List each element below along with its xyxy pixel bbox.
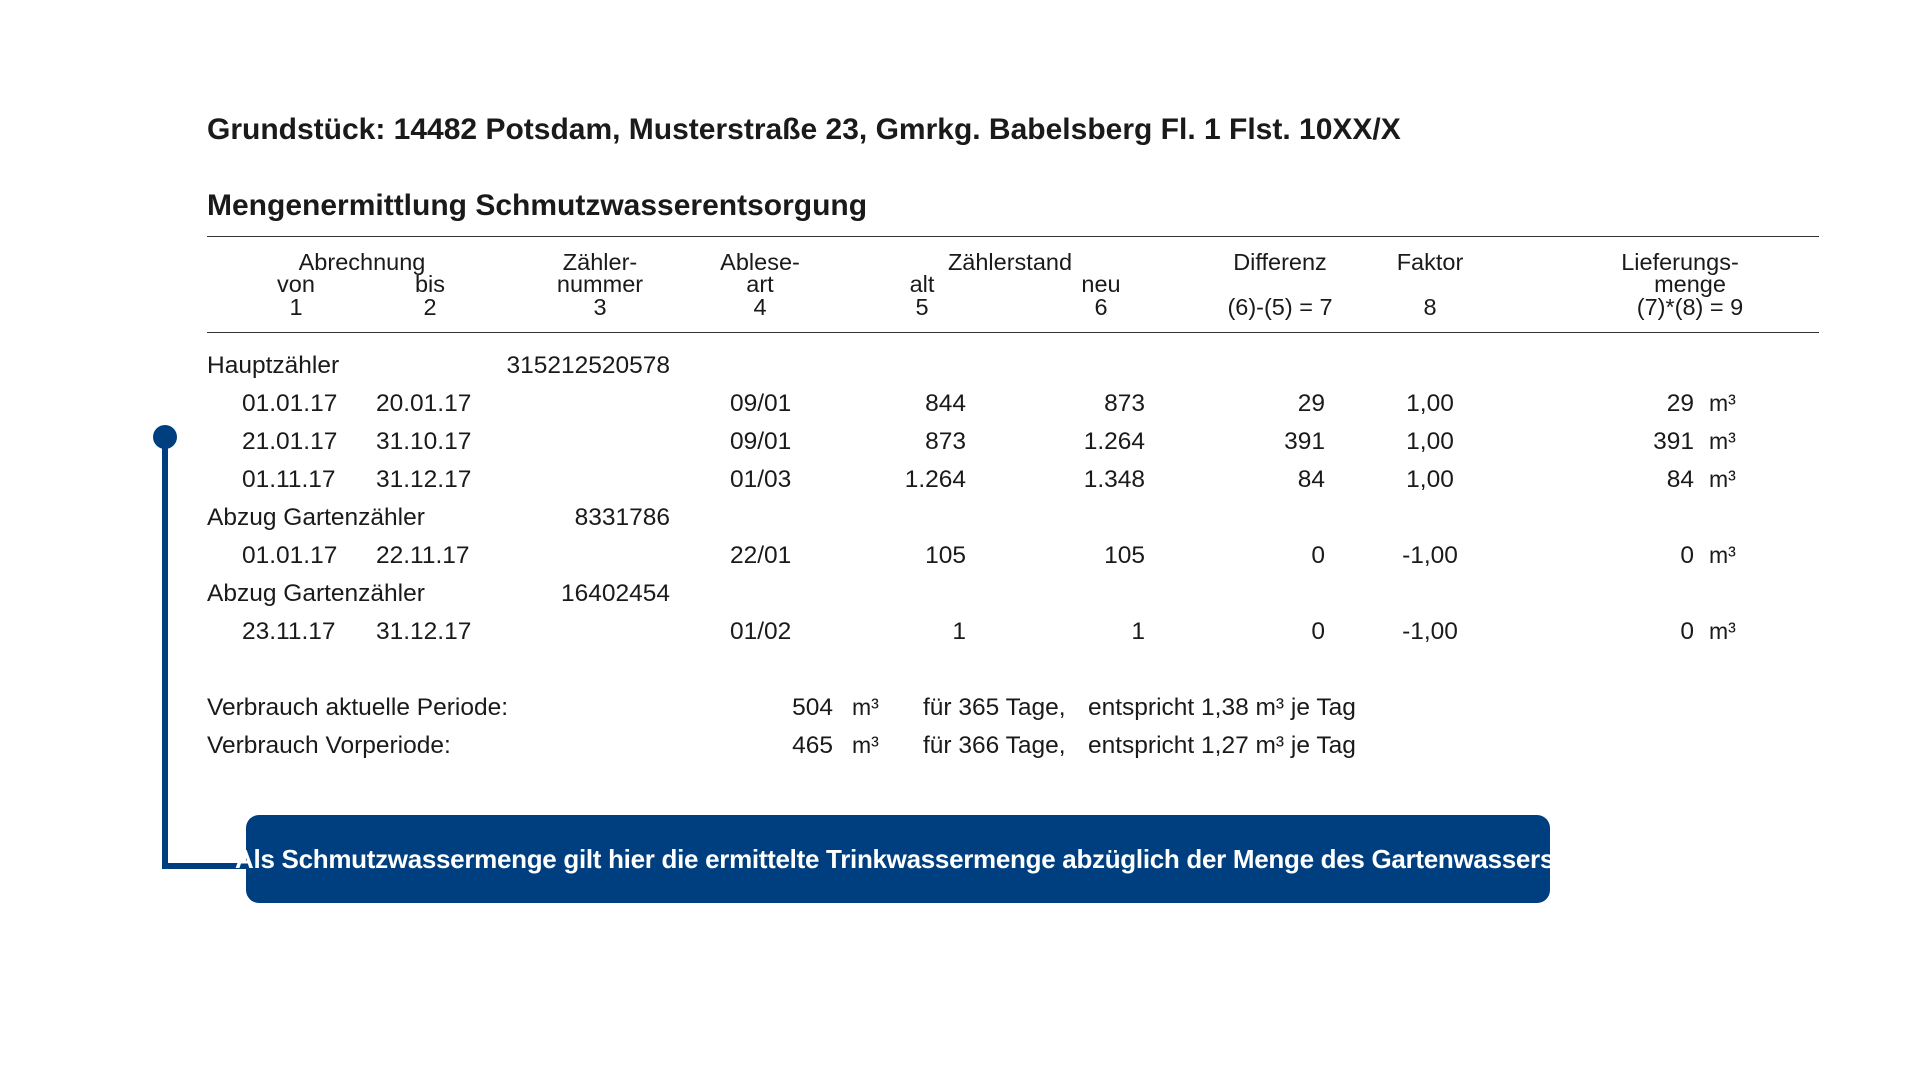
header-liefer-formula: (7)*(8) = 9 [1636, 294, 1744, 320]
cell-unit: m³ [1709, 542, 1736, 568]
cell-menge: 0 [1680, 542, 1694, 569]
summary-label: Verbrauch aktuelle Periode: [207, 694, 508, 721]
meter-number: 16402454 [560, 580, 670, 607]
header-differenz-formula: (6)-(5) = 7 [1227, 294, 1333, 320]
header-top-rule [207, 236, 1819, 237]
header-bottom-rule [207, 332, 1819, 333]
summary-value: 465 [792, 732, 833, 759]
cell-unit: m³ [1709, 390, 1736, 416]
summary-per-day: entspricht 1,38 m³ je Tag [1088, 694, 1356, 721]
cell-diff: 29 [1297, 390, 1325, 417]
meter-number: 315212520578 [506, 352, 670, 379]
cell-faktor: -1,00 [1402, 542, 1458, 569]
header-abrechnung: Abrechnung [298, 249, 426, 275]
cell-diff: 0 [1311, 542, 1325, 569]
cell-menge: 391 [1653, 428, 1694, 455]
header-neu: neu [1081, 271, 1121, 297]
cell-diff: 84 [1297, 466, 1325, 493]
cell-faktor: 1,00 [1406, 390, 1454, 417]
cell-bis: 20.01.17 [376, 390, 472, 417]
cell-diff: 0 [1311, 618, 1325, 645]
cell-von: 23.11.17 [242, 618, 336, 645]
cell-alt: 1.264 [904, 466, 966, 493]
cell-menge: 0 [1680, 618, 1694, 645]
cell-alt: 105 [925, 542, 966, 569]
header-ablese-l1: Ablese- [720, 249, 800, 275]
section-title: Mengenermittlung Schmutzwasserentsorgung [207, 189, 868, 222]
cell-unit: m³ [1709, 466, 1736, 492]
cell-menge: 29 [1666, 390, 1694, 417]
header-col-5: 5 [915, 294, 929, 320]
header-liefer-l1: Lieferungs- [1621, 249, 1739, 275]
header-zaehler-l2: nummer [556, 271, 644, 297]
header-col-6: 6 [1094, 294, 1108, 320]
header-col-8: 8 [1423, 294, 1437, 320]
cell-alt: 1 [952, 618, 966, 645]
group-label: Abzug Gartenzähler [207, 580, 425, 607]
connector-line-vertical [162, 437, 168, 869]
cell-unit: m³ [1709, 428, 1736, 454]
header-faktor: Faktor [1396, 249, 1464, 275]
header-bis: bis [414, 271, 446, 297]
property-line: Grundstück: 14482 Potsdam, Musterstraße 23, Gmrkg. Babelsberg Fl. 1 Flst. 10XX/X [207, 113, 1401, 146]
header-col-1: 1 [289, 294, 303, 320]
callout-box [235, 815, 1561, 903]
cell-neu: 1.264 [1083, 428, 1145, 455]
summary-per-day: entspricht 1,27 m³ je Tag [1088, 732, 1356, 759]
cell-von: 01.01.17 [242, 542, 338, 569]
cell-neu: 873 [1104, 390, 1145, 417]
callout-text: Als Schmutzwassermenge gilt hier die ermittelte Trinkwassermenge abzüglich der Menge des Gartenwassers. [235, 843, 1561, 874]
header-zaehlerstand: Zählerstand [947, 249, 1073, 275]
header-von: von [277, 271, 315, 297]
header-col-2: 2 [423, 294, 437, 320]
summary-unit: m³ [852, 732, 879, 758]
cell-neu: 1 [1131, 618, 1145, 645]
cell-unit: m³ [1709, 618, 1736, 644]
cell-bis: 22.11.17 [376, 542, 470, 569]
cell-menge: 84 [1666, 466, 1694, 493]
header-alt: alt [909, 271, 935, 297]
cell-bis: 31.12.17 [376, 618, 472, 645]
cell-bis: 31.12.17 [376, 466, 472, 493]
cell-faktor: 1,00 [1406, 466, 1454, 493]
cell-art: 01/02 [730, 618, 792, 645]
cell-diff: 391 [1284, 428, 1325, 455]
summary-label: Verbrauch Vorperiode: [207, 732, 451, 759]
cell-bis: 31.10.17 [376, 428, 472, 455]
cell-neu: 1.348 [1083, 466, 1145, 493]
cell-art: 09/01 [730, 428, 792, 455]
cell-von: 01.11.17 [242, 466, 336, 493]
cell-von: 21.01.17 [242, 428, 338, 455]
summary-value: 504 [792, 694, 833, 721]
cell-von: 01.01.17 [242, 390, 338, 417]
cell-neu: 105 [1104, 542, 1145, 569]
header-differenz: Differenz [1233, 249, 1327, 275]
header-zaehler-l1: Zähler- [562, 249, 638, 275]
header-col-3: 3 [593, 294, 607, 320]
cell-alt: 844 [925, 390, 966, 417]
cell-art: 01/03 [730, 466, 792, 493]
cell-faktor: 1,00 [1406, 428, 1454, 455]
cell-art: 22/01 [730, 542, 792, 569]
group-label: Hauptzähler [207, 352, 340, 379]
header-liefer-l2: menge [1654, 271, 1726, 297]
meter-number: 8331786 [574, 504, 670, 531]
summary-days: für 366 Tage, [923, 732, 1066, 759]
summary-days: für 365 Tage, [923, 694, 1066, 721]
header-col-4: 4 [753, 294, 767, 320]
cell-alt: 873 [925, 428, 966, 455]
group-label: Abzug Gartenzähler [207, 504, 425, 531]
cell-art: 09/01 [730, 390, 792, 417]
header-ablese-l2: art [746, 271, 774, 297]
summary-unit: m³ [852, 694, 879, 720]
cell-faktor: -1,00 [1402, 618, 1458, 645]
